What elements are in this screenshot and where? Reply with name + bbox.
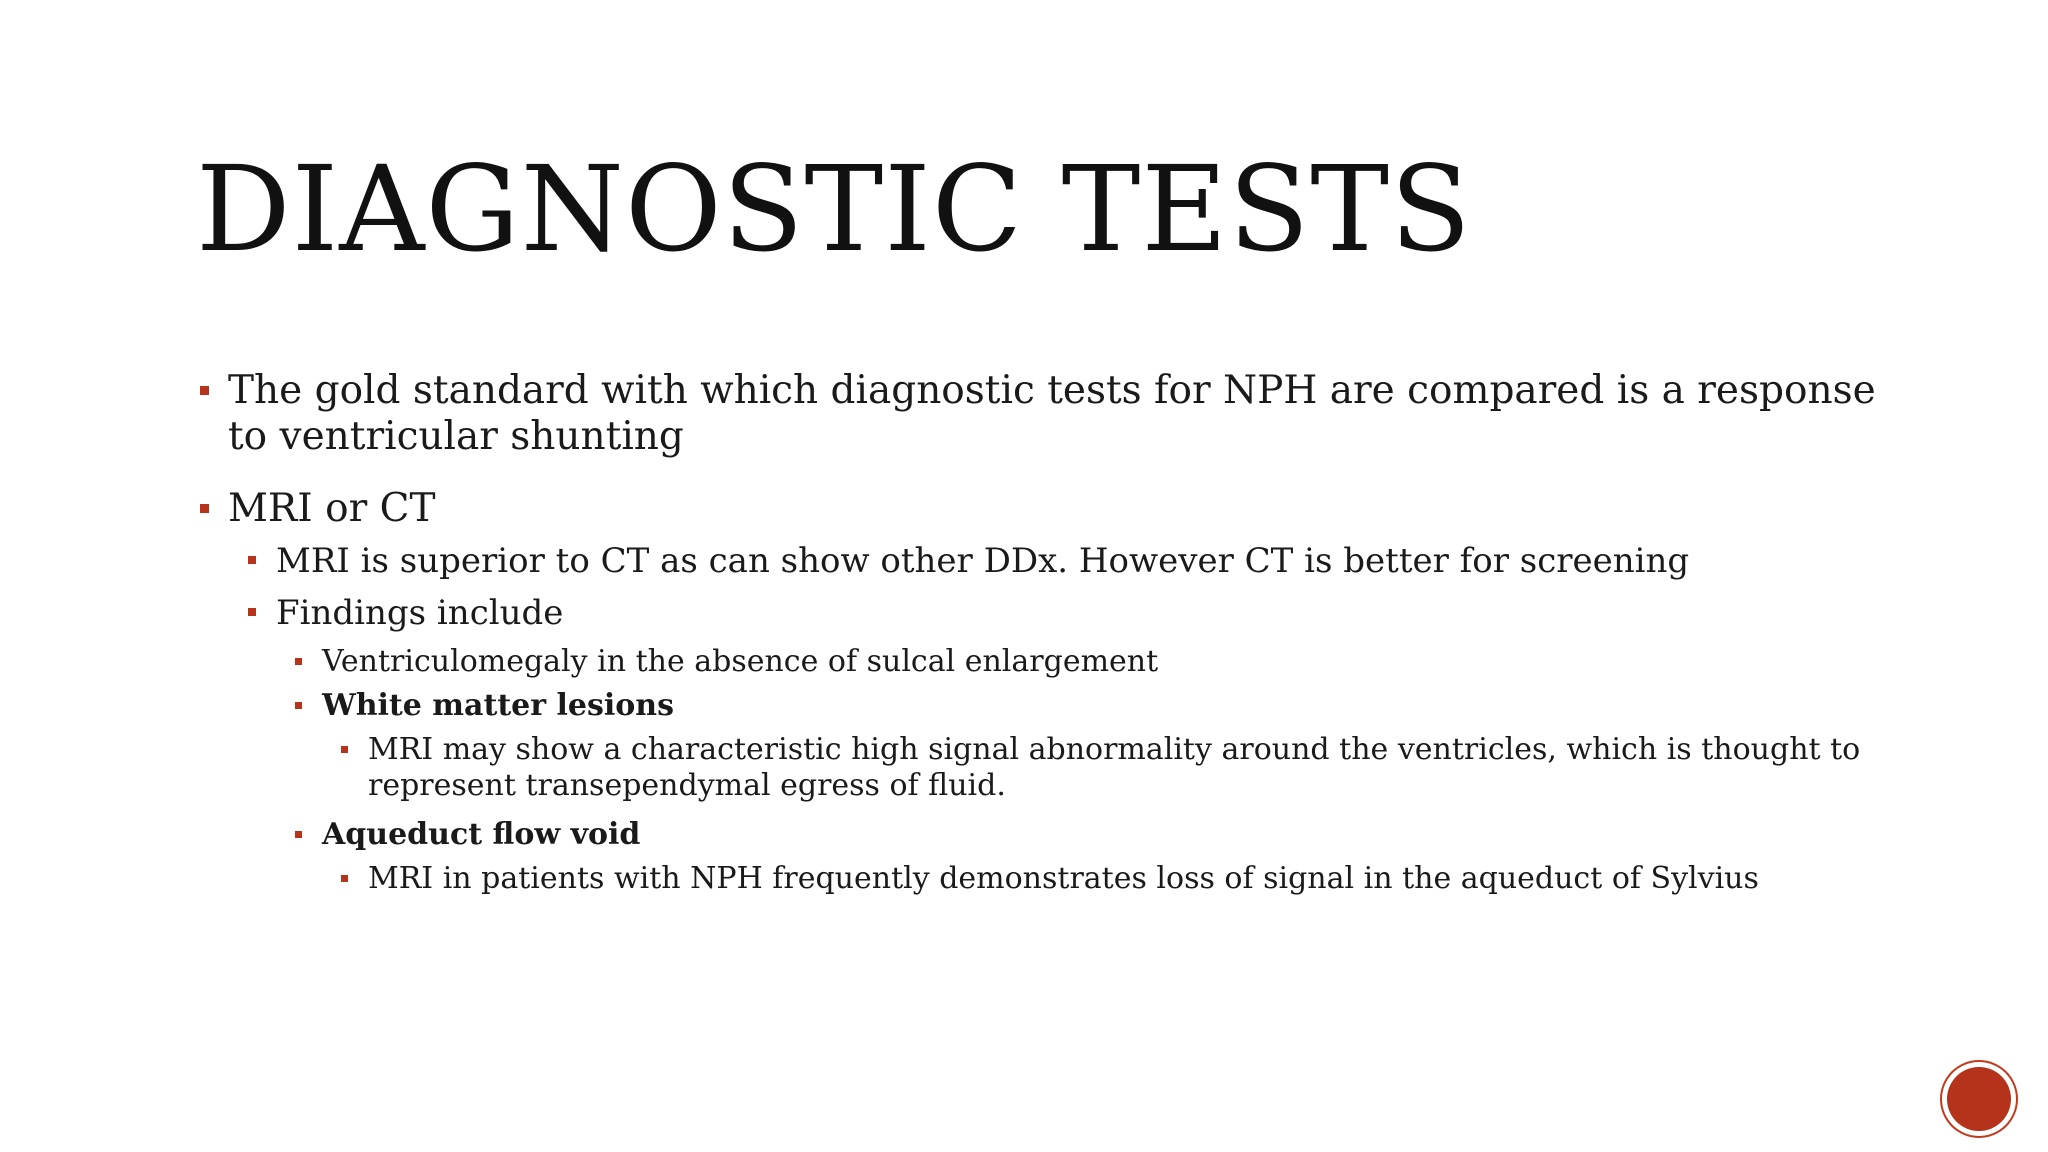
- bullet-square-icon: [341, 875, 348, 882]
- bullet-text: MRI or CT: [228, 486, 436, 531]
- bullet-text: MRI is superior to CT as can show other DDx. However CT is better for screening: [276, 541, 1690, 581]
- bullet-square-icon: [295, 702, 302, 709]
- bullet-square-icon: [248, 556, 256, 564]
- bullet-item-mri-or-ct: [196, 486, 1896, 532]
- bullet-item-loss-of-signal: [196, 861, 1896, 897]
- bullet-square-icon: [248, 608, 256, 616]
- slide-corner-badge: [1942, 1062, 2016, 1136]
- bullet-list: [196, 368, 1896, 897]
- bullet-text: The gold standard with which diagnostic tests for NPH are compared is a response to ventricular shunting: [228, 368, 1876, 459]
- bullet-item-findings-include: [196, 592, 1896, 634]
- bullet-square-icon: [341, 746, 348, 753]
- slide-title: DIAGNOSTIC TESTS: [196, 140, 1472, 278]
- bullet-item-gold-standard: [196, 368, 1896, 460]
- bullet-text: White matter lesions: [322, 688, 675, 723]
- bullet-square-icon: [200, 386, 209, 395]
- bullet-item-aqueduct-flow-void: [196, 817, 1896, 853]
- bullet-item-white-matter-lesions: [196, 688, 1896, 724]
- bullet-text: Findings include: [276, 593, 564, 633]
- bullet-text: MRI may show a characteristic high signal abnormality around the ventricles, which is thought to represent transependymal egress of fluid.: [368, 732, 1861, 803]
- bullet-text: Aqueduct flow void: [322, 817, 641, 852]
- bullet-square-icon: [200, 504, 209, 513]
- bullet-square-icon: [295, 658, 302, 665]
- bullet-text: MRI in patients with NPH frequently demonstrates loss of signal in the aqueduct of Sylvius: [368, 861, 1759, 896]
- bullet-text: Ventriculomegaly in the absence of sulcal enlargement: [322, 644, 1159, 679]
- bullet-item-high-signal: [196, 732, 1896, 804]
- red-circle-icon: [1947, 1067, 2011, 1131]
- bullet-square-icon: [295, 831, 302, 838]
- bullet-item-ventriculomegaly: [196, 644, 1896, 680]
- bullet-item-mri-superior: [196, 540, 1896, 582]
